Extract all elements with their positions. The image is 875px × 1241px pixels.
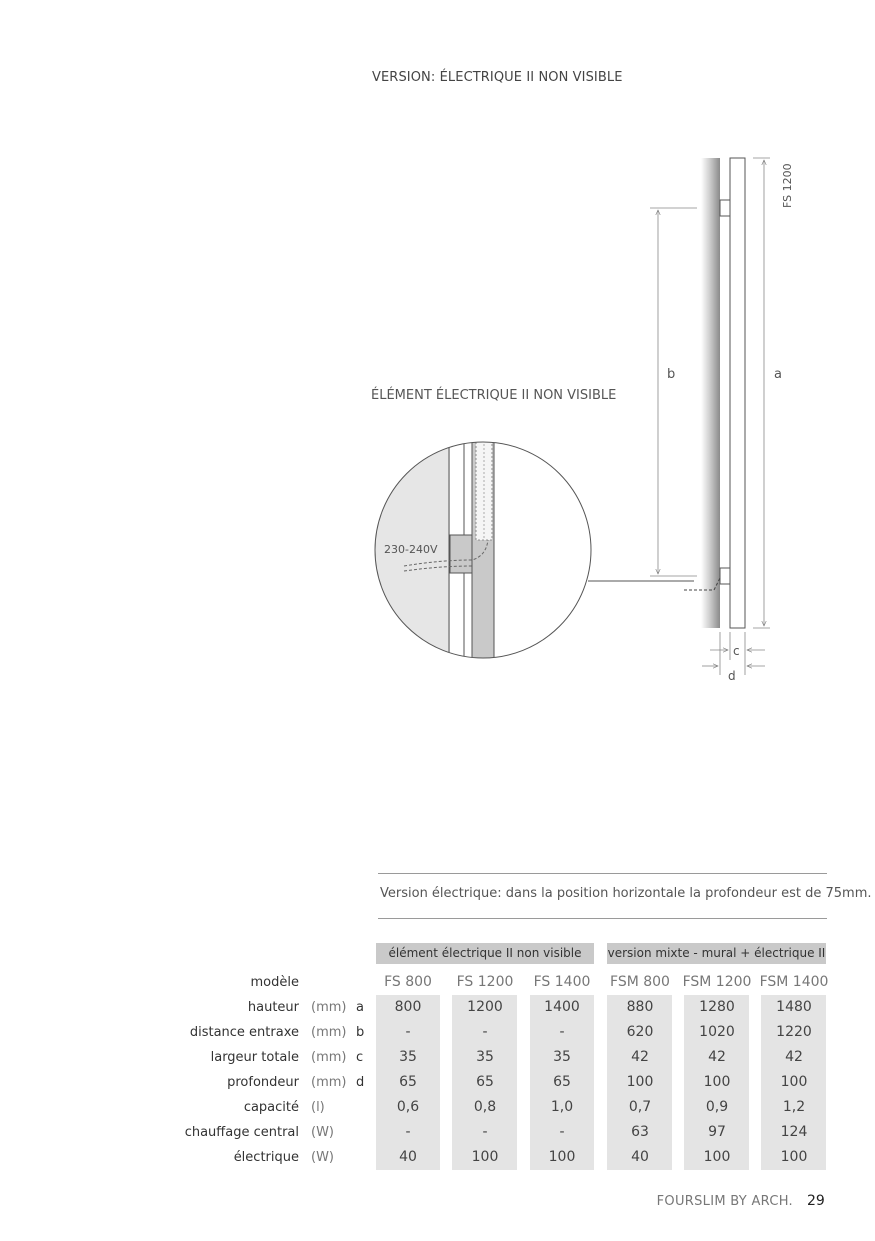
footer-brand: FOURSLIM BY ARCH. <box>656 1194 793 1209</box>
table-cell: 100 <box>548 1149 576 1165</box>
row-unit: (mm) <box>311 1050 347 1065</box>
table-cell: - <box>559 1024 565 1040</box>
table-cell: - <box>559 1124 565 1140</box>
page-number: 29 <box>807 1193 825 1209</box>
depth-note: Version électrique: dans la position horizontale la profondeur est de 75mm. <box>380 886 872 901</box>
dimension-d-label: d <box>728 669 736 683</box>
note-divider-bottom <box>378 918 827 919</box>
row-key: a <box>356 1000 364 1015</box>
row-label: capacité <box>243 1100 299 1115</box>
row-label: distance entraxe <box>189 1025 299 1040</box>
table-cell: 65 <box>553 1074 571 1090</box>
model-name: FSM 1400 <box>759 974 829 990</box>
model-name: FS 1400 <box>533 974 591 990</box>
element-label: ÉLÉMENT ÉLECTRIQUE II NON VISIBLE <box>371 388 617 403</box>
row-unit: (mm) <box>311 1075 347 1090</box>
table-cell: 1400 <box>544 999 580 1015</box>
dimension-a-label: a <box>774 367 782 382</box>
row-unit: (mm) <box>311 1025 347 1040</box>
row-key: b <box>356 1025 365 1040</box>
table-cell: 1220 <box>776 1024 812 1040</box>
row-label: profondeur <box>227 1075 299 1090</box>
table-cell: 35 <box>476 1049 494 1065</box>
model-row-label: modèle <box>250 975 299 990</box>
table-cell: - <box>405 1124 411 1140</box>
bottom-bracket <box>720 568 730 584</box>
table-cell: 42 <box>785 1049 803 1065</box>
table-cell: 1,2 <box>782 1099 806 1115</box>
page-section-title: VERSION: ÉLECTRIQUE II NON VISIBLE <box>372 70 623 85</box>
table-cell: 100 <box>780 1149 808 1165</box>
model-name: FSM 800 <box>610 974 670 990</box>
radiator-panel <box>730 158 745 628</box>
row-label: hauteur <box>247 1000 299 1015</box>
row-label: largeur totale <box>210 1050 299 1065</box>
table-cell: - <box>405 1024 411 1040</box>
table-cell: 800 <box>394 999 422 1015</box>
table-cell: 0,6 <box>396 1099 420 1115</box>
model-name: FS 800 <box>384 974 432 990</box>
table-cell: 1020 <box>699 1024 735 1040</box>
table-cell: 1200 <box>467 999 503 1015</box>
row-unit: (W) <box>311 1150 334 1165</box>
table-cell: 65 <box>476 1074 494 1090</box>
dimension-b-label: b <box>667 367 676 382</box>
table-cell: 880 <box>626 999 654 1015</box>
model-name: FS 1200 <box>456 974 514 990</box>
voltage-label: 230-240V <box>384 543 438 556</box>
table-cell: 35 <box>553 1049 571 1065</box>
table-cell: 100 <box>780 1074 808 1090</box>
dimension-c-label: c <box>733 644 740 658</box>
table-cell: 42 <box>631 1049 649 1065</box>
table-cell: 1480 <box>776 999 812 1015</box>
table-cell: 100 <box>703 1074 731 1090</box>
table-cell: 0,7 <box>628 1099 652 1115</box>
table-cell: 97 <box>708 1124 726 1140</box>
group-header-electric: élément électrique II non visible <box>376 943 594 964</box>
row-label: électrique <box>233 1150 299 1165</box>
table-cell: 100 <box>471 1149 499 1165</box>
table-cell: 35 <box>399 1049 417 1065</box>
table-cell: 1,0 <box>550 1099 574 1115</box>
table-cell: - <box>482 1124 488 1140</box>
table-cell: 42 <box>708 1049 726 1065</box>
table-cell: 620 <box>626 1024 654 1040</box>
table-cell: - <box>482 1024 488 1040</box>
table-cell: 100 <box>626 1074 654 1090</box>
model-label-vertical: FS 1200 <box>781 163 794 208</box>
note-divider-top <box>378 873 827 874</box>
model-name: FSM 1200 <box>682 974 752 990</box>
row-key: c <box>356 1050 364 1065</box>
table-cell: 0,9 <box>705 1099 729 1115</box>
row-key: d <box>356 1075 365 1090</box>
table-cell: 40 <box>631 1149 649 1165</box>
table-cell: 100 <box>703 1149 731 1165</box>
row-unit: (W) <box>311 1125 334 1140</box>
table-cell: 0,8 <box>473 1099 497 1115</box>
top-bracket <box>720 200 730 216</box>
table-cell: 40 <box>399 1149 417 1165</box>
group-header-mixed: version mixte - mural + électrique II <box>607 943 826 964</box>
row-label: chauffage central <box>184 1125 299 1140</box>
table-cell: 1280 <box>699 999 735 1015</box>
table-cell: 65 <box>399 1074 417 1090</box>
wall-section <box>701 158 720 628</box>
row-unit: (l) <box>311 1100 325 1115</box>
table-cell: 124 <box>780 1124 808 1140</box>
table-cell: 63 <box>631 1124 649 1140</box>
row-unit: (mm) <box>311 1000 347 1015</box>
